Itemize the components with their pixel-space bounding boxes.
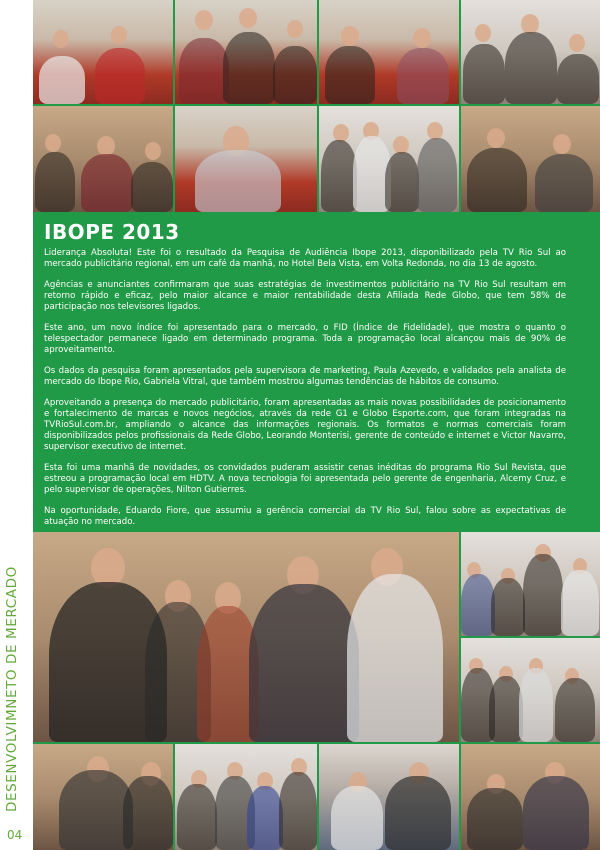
event-photo-large: [33, 532, 459, 742]
article-paragraph: Na oportunidade, Eduardo Fiore, que assumiu a gerência comercial da TV Rio Sul, falou sobre as expectativas de atuação no mercado.: [44, 505, 566, 527]
sidebar: [0, 0, 33, 850]
event-photo: [319, 744, 459, 850]
event-photo: [319, 0, 459, 104]
event-photo: [461, 744, 600, 850]
article-paragraph: Liderança Absoluta! Este foi o resultado da Pesquisa de Audiência Ibope 2013, disponibilizado pela TV Rio Sul ao mercado publicitário regional, em um café da manhã, no Hotel Bela Vista, em Volta Redonda, no dia 13 de agosto.: [44, 248, 566, 270]
page-number: 04: [7, 828, 23, 842]
article-paragraph: Os dados da pesquisa foram apresentados pela supervisora de marketing, Paula Azevedo, e validados pela analista de mercado do Ibope Rio, Gabriela Vitral, que também mostrou algumas tendências de hábitos de consumo.: [44, 365, 566, 387]
article-paragraph: Agências e anunciantes confirmaram que suas estratégias de investimentos publicitário na TV Rio Sul resultam em retorno rápido e eficaz, pelo maior alcance e maior rentabilidade desta Afiliada Rede Globo, que tem 58% de participação nos televisores ligados.: [44, 279, 566, 313]
event-photo: [461, 0, 600, 104]
section-label: DESENVOLVIMNETO DE MERCADO: [4, 566, 20, 812]
article-paragraph: Este ano, um novo índice foi apresentado para o mercado, o FID (Índice de Fidelidade), que mostra o quanto o telespectador permanece ligado em determinado programa. Toda a programação local alcançou mais de 90% de aproveitamento.: [44, 322, 566, 356]
event-photo: [175, 744, 317, 850]
event-photo: [461, 106, 600, 212]
event-photo: [461, 638, 600, 742]
article-title: IBOPE 2013: [44, 220, 180, 244]
event-photo: [175, 0, 317, 104]
event-photo: [33, 744, 173, 850]
event-photo: [175, 106, 317, 212]
event-photo: [33, 0, 173, 104]
event-photo: [319, 106, 459, 212]
article-body: [44, 248, 566, 538]
event-photo: [461, 532, 600, 636]
event-photo: [33, 106, 173, 212]
article-paragraph: Aproveitando a presença do mercado publicitário, foram apresentadas as mais novas possibilidades de posicionamento e fortalecimento de marcas e novos negócios, através da rede G1 e Globo Esporte.com, que foram integradas na TVRioSul.com.br, ampliando o alcance das informações regionais. Os formatos e normas comerciais foram disponibilizados pelos profissionais da Rede Globo, Leorando Monterisi, gerente de conteúdo e internet e Victor Navarro, supervisor executivo de internet.: [44, 397, 566, 453]
article-paragraph: Esta foi uma manhã de novidades, os convidados puderam assistir cenas inéditas do programa Rio Sul Revista, que estreou a programação local em HDTV. A nova tecnologia foi apresentada pelo gerente de engenharia, Alcemy Cruz, e pelo supervisor de operações, Nilton Gutierres.: [44, 462, 566, 496]
